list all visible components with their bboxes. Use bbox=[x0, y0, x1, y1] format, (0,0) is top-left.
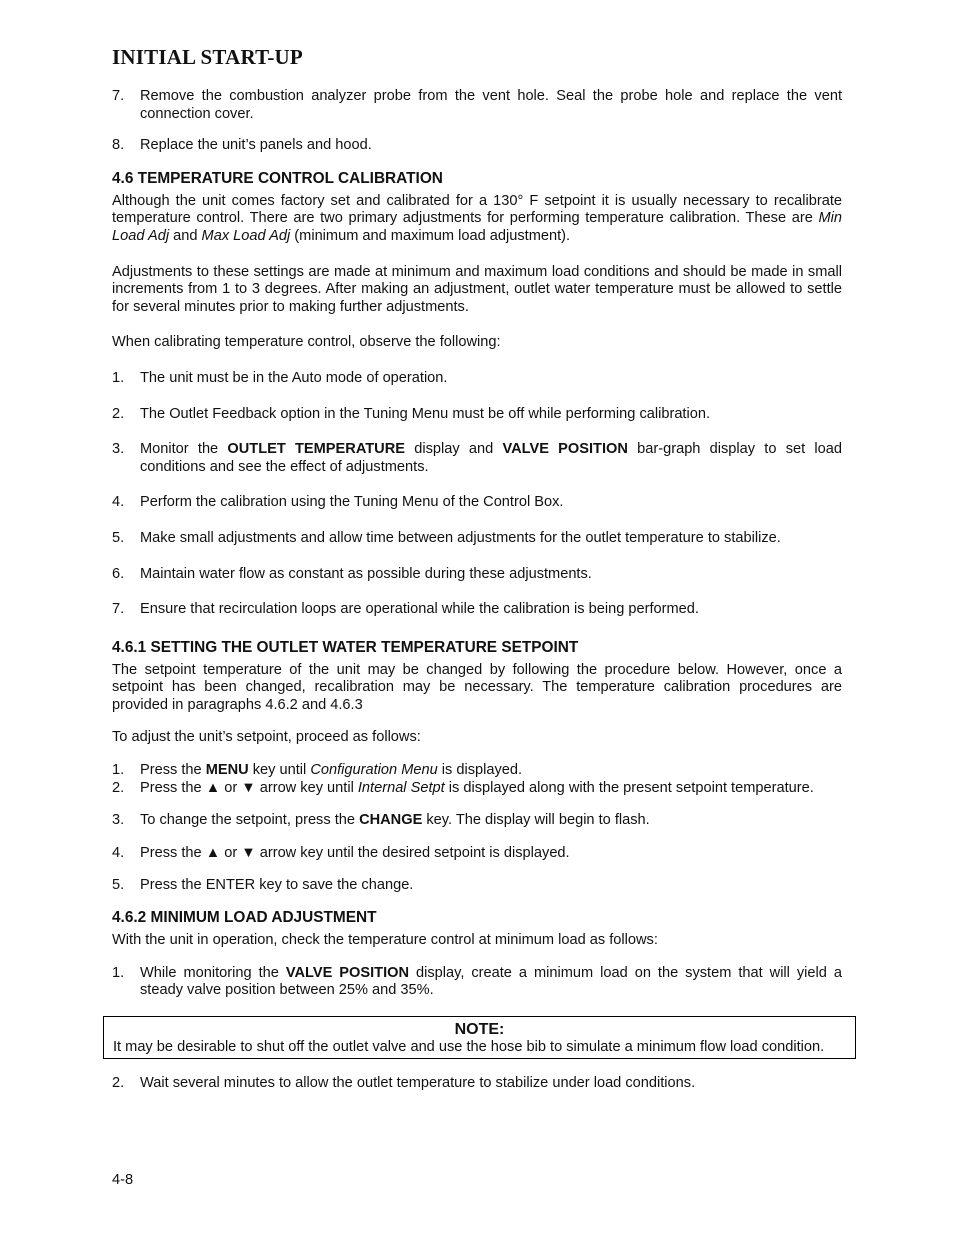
paragraph: Although the unit comes factory set and calibrated for a 130° F setpoint it is usually necessary to recalibrate temperature control. There are two primary adjustments for performing temperature calibration. These are Min Load Adj and Max Load Adj (minimum and maximum load adjustment). bbox=[112, 192, 842, 244]
list-item bbox=[112, 530, 842, 548]
list-text: Press the ENTER key to save the change. bbox=[140, 877, 414, 894]
list-item bbox=[112, 845, 842, 863]
list-number: 5. bbox=[112, 529, 125, 546]
section-heading-4-6: 4.6 TEMPERATURE CONTROL CALIBRATION bbox=[112, 169, 443, 187]
section-heading-4-6-2: 4.6.2 MINIMUM LOAD ADJUSTMENT bbox=[112, 909, 377, 927]
list-item bbox=[112, 137, 842, 155]
list-item bbox=[112, 762, 842, 780]
list-number: 1. bbox=[112, 762, 125, 779]
list-number: 6. bbox=[112, 565, 125, 582]
list-text: The Outlet Feedback option in the Tuning Menu must be off while performing calibration. bbox=[140, 405, 711, 422]
list-item bbox=[112, 780, 842, 798]
note-text: It may be desirable to shut off the outlet valve and use the hose bib to simulate a minimum flow load condition. bbox=[113, 1038, 825, 1055]
paragraph: When calibrating temperature control, observe the following: bbox=[112, 334, 501, 351]
list-number: 2. bbox=[112, 405, 125, 422]
continued-step-list bbox=[112, 88, 842, 155]
list-number: 3. bbox=[112, 812, 125, 829]
list-text: Press the ▲ or ▼ arrow key until the desired setpoint is displayed. bbox=[140, 844, 570, 861]
list-item bbox=[112, 1075, 842, 1093]
list-item bbox=[112, 370, 842, 388]
list-text: Remove the combustion analyzer probe from the vent hole. Seal the probe hole and replace the vent connection cover. bbox=[140, 88, 842, 122]
list-text: The unit must be in the Auto mode of operation. bbox=[140, 369, 448, 386]
list-item bbox=[112, 406, 842, 424]
list-text: Ensure that recirculation loops are operational while the calibration is being performed. bbox=[140, 601, 699, 618]
list-item bbox=[112, 812, 842, 830]
list-number: 4. bbox=[112, 844, 125, 861]
list-item bbox=[112, 601, 842, 619]
list-number: 8. bbox=[112, 137, 125, 154]
list-number: 1. bbox=[112, 369, 125, 386]
list-text: Press the ▲ or ▼ arrow key until Internal Setpt is displayed along with the present setpoint temperature. bbox=[140, 779, 814, 796]
note-title: NOTE: bbox=[454, 1020, 505, 1038]
list-number: 3. bbox=[112, 441, 125, 458]
page-title: INITIAL START-UP bbox=[112, 45, 303, 69]
list-number: 5. bbox=[112, 877, 125, 894]
paragraph: Adjustments to these settings are made at minimum and maximum load conditions and should be made in small increments from 1 to 3 degrees. After making an adjustment, outlet water temperature must be allowed to settle for several minutes prior to making further adjustments. bbox=[112, 263, 842, 315]
list-number: 7. bbox=[112, 601, 125, 618]
list-number: 4. bbox=[112, 494, 125, 511]
min-load-step-list-continued bbox=[112, 1075, 842, 1093]
list-item bbox=[112, 494, 842, 512]
list-item bbox=[112, 88, 842, 123]
section-heading-4-6-1: 4.6.1 SETTING THE OUTLET WATER TEMPERATURE SETPOINT bbox=[112, 638, 579, 656]
list-number: 2. bbox=[112, 1075, 125, 1092]
paragraph: The setpoint temperature of the unit may be changed by following the procedure below. However, once a setpoint has been changed, recalibration may be necessary. The temperature calibration procedures are provided in paragraphs 4.6.2 and 4.6.3 bbox=[112, 661, 842, 713]
note-box bbox=[103, 1016, 856, 1060]
list-item bbox=[112, 877, 842, 895]
list-text: While monitoring the VALVE POSITION display, create a minimum load on the system that will yield a steady valve position between 25% and 35%. bbox=[140, 964, 842, 999]
list-item bbox=[112, 566, 842, 584]
list-item bbox=[112, 441, 842, 476]
calibration-step-list bbox=[112, 370, 842, 619]
list-text: Replace the unit’s panels and hood. bbox=[140, 137, 372, 154]
list-text: Perform the calibration using the Tuning Menu of the Control Box. bbox=[140, 494, 564, 511]
list-text: Press the MENU key until Configuration Menu is displayed. bbox=[140, 762, 523, 779]
list-text: Make small adjustments and allow time between adjustments for the outlet temperature to stabilize. bbox=[140, 529, 781, 546]
list-text: Monitor the OUTLET TEMPERATURE display and VALVE POSITION bar-graph display to set load conditions and see the effect of adjustments. bbox=[140, 441, 842, 475]
list-text: Maintain water flow as constant as possible during these adjustments. bbox=[140, 565, 592, 582]
list-number: 2. bbox=[112, 779, 125, 796]
list-text: To change the setpoint, press the CHANGE key. The display will begin to flash. bbox=[140, 812, 650, 829]
paragraph: With the unit in operation, check the temperature control at minimum load as follows: bbox=[112, 932, 658, 949]
list-number: 7. bbox=[112, 88, 125, 104]
document-body bbox=[112, 88, 842, 1093]
paragraph: To adjust the unit’s setpoint, proceed as follows: bbox=[112, 729, 421, 746]
page-number: 4-8 bbox=[112, 1172, 134, 1188]
list-text: Wait several minutes to allow the outlet temperature to stabilize under load conditions. bbox=[140, 1075, 696, 1092]
setpoint-step-list bbox=[112, 762, 842, 895]
list-number: 1. bbox=[112, 964, 125, 981]
list-item bbox=[112, 965, 842, 1000]
min-load-step-list bbox=[112, 965, 842, 1000]
